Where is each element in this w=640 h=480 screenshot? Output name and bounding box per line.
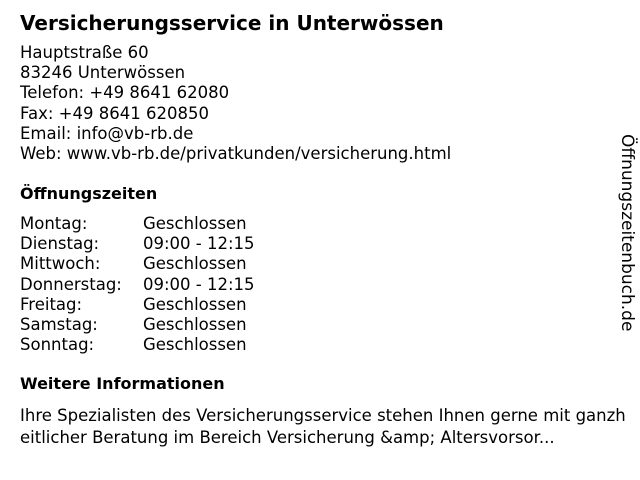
hours-time: Geschlossen [143,335,247,355]
hours-row-thursday [20,275,340,295]
hours-day: Montag: [20,214,88,233]
hours-time: 09:00 - 12:15 [143,234,255,254]
more-info-text: Ihre Spezialisten des Versicherungsservice stehen Ihnen gerne mit ganzheitlicher Beratung im Bereich Versicherung &amp; Altersvorsor... [20,406,626,447]
hours-row-friday [20,295,340,315]
hours-time: Geschlossen [143,314,247,334]
hours-day: Donnerstag: [20,274,122,294]
brand-watermark: Öffnungszeitenbuch.de [617,134,637,332]
hours-time: Geschlossen [143,294,247,314]
opening-hours-heading: Öffnungszeiten [20,184,158,203]
hours-row-monday [20,214,340,234]
hours-row-saturday [20,315,340,335]
hours-row-wednesday [20,254,340,274]
hours-row-sunday [20,335,340,355]
address-city: 83246 Unterwössen [20,63,186,83]
page-title: Versicherungsservice in Unterwössen [20,11,444,35]
hours-day: Sonntag: [20,335,95,355]
hours-time: 09:00 - 12:15 [143,274,255,294]
hours-day: Mittwoch: [20,254,101,274]
more-info-heading: Weitere Informationen [20,374,225,393]
website-url: Web: www.vb-rb.de/privatkunden/versicherung.html [20,143,452,163]
fax-number: Fax: +49 8641 620850 [20,103,209,123]
hours-time: Geschlossen [143,254,247,274]
phone-number: Telefon: +49 8641 62080 [20,83,230,103]
address-street: Hauptstraße 60 [20,43,149,62]
opening-hours-table [20,214,340,355]
hours-day: Samstag: [20,314,98,334]
email-address: Email: info@vb-rb.de [20,123,194,143]
hours-row-tuesday [20,234,340,254]
hours-day: Dienstag: [20,234,100,254]
hours-day: Freitag: [20,294,83,314]
contact-block [20,43,451,164]
hours-time: Geschlossen [143,214,247,233]
